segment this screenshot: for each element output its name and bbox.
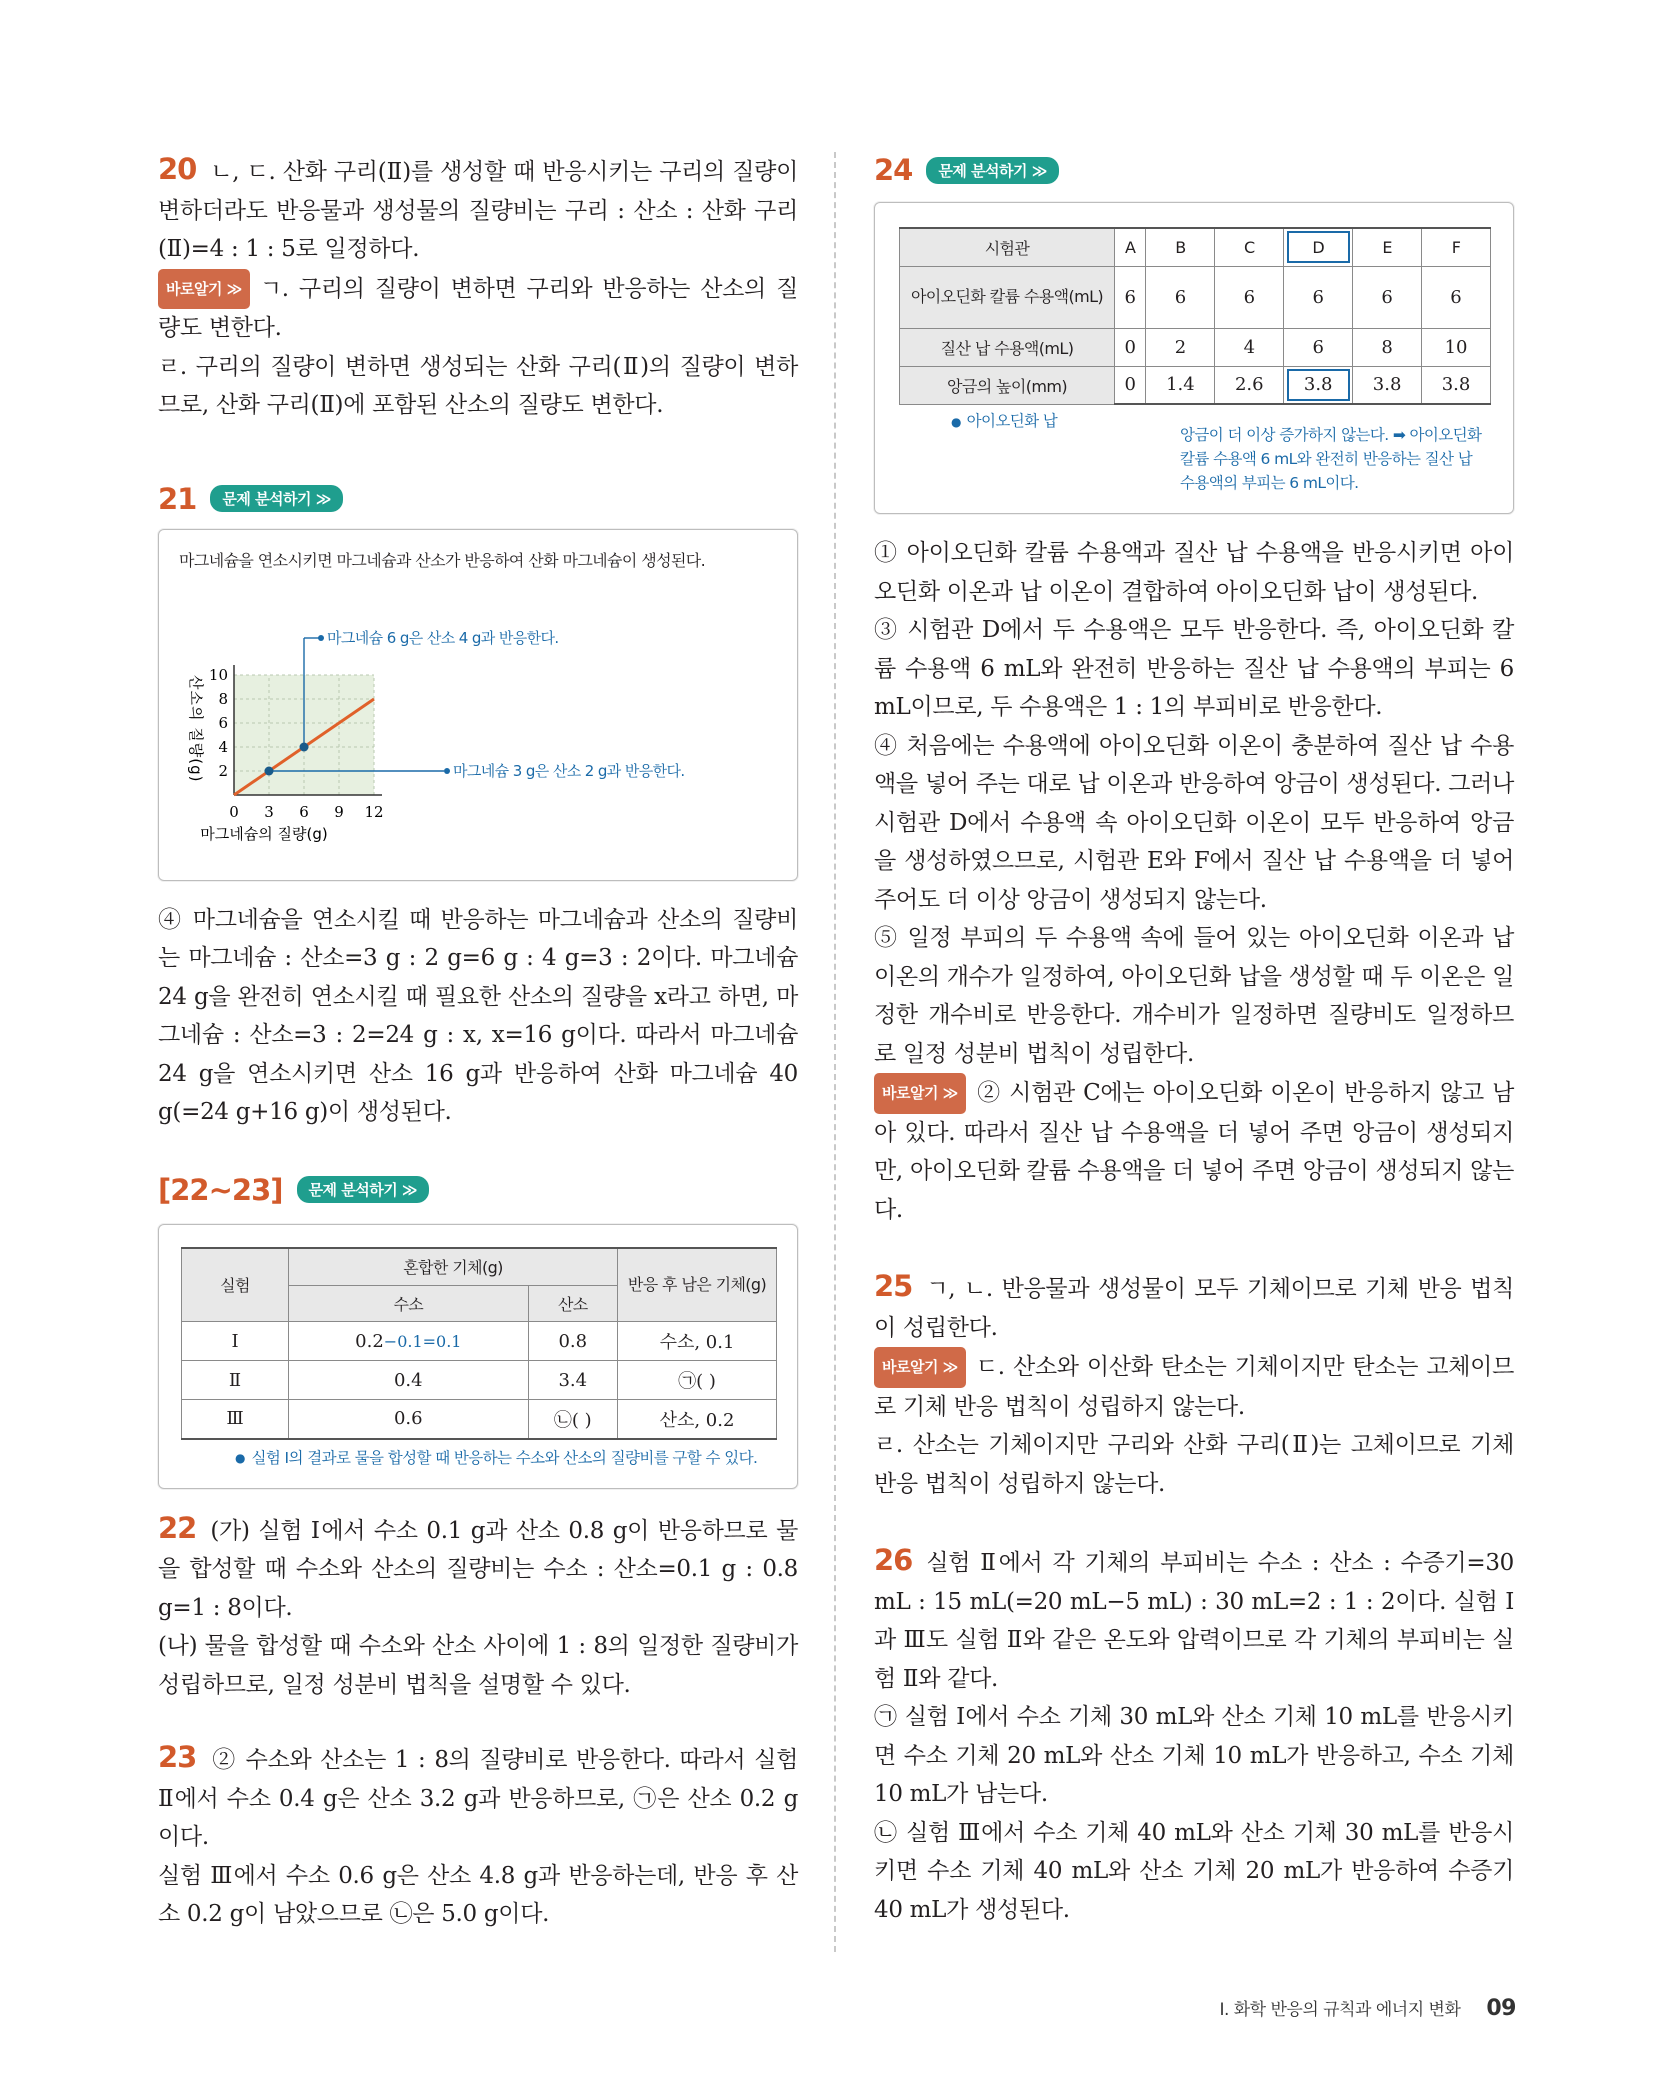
- x-tick-label: 12: [364, 802, 384, 821]
- x-axis-label: 마그네슘의 질량(g): [200, 824, 328, 843]
- chapter-title: Ⅰ. 화학 반응의 규칙과 에너지 변화: [1219, 2000, 1461, 2020]
- table-cell: 8: [1353, 328, 1422, 366]
- answer-text: ㄹ. 구리의 질량이 변하면 생성되는 산화 구리(Ⅱ)의 질량이 변하므로, 산화 구리(Ⅱ)에 포함된 산소의 질량도 변한다.: [158, 353, 798, 418]
- answer-25: [874, 1267, 1514, 1503]
- header-hydrogen: 수소: [289, 1286, 529, 1322]
- table-cell: 3.8: [1422, 366, 1491, 404]
- table-cell: 2: [1146, 328, 1215, 366]
- problem-analysis-badge: 문제 분석하기 ≫: [297, 1176, 430, 1203]
- data-point: [300, 742, 309, 751]
- answer-text: ㄱ. 구리의 질량이 변하면 구리와 반응하는 산소의 질량도 변한다.: [158, 275, 798, 341]
- cell-remaining: 수소, 0.1: [618, 1322, 777, 1361]
- row-label: 질산 납 수용액(mL): [900, 328, 1115, 366]
- problem-analysis-badge: 문제 분석하기 ≫: [210, 485, 343, 512]
- answer-24: [874, 150, 1514, 1229]
- answer-text: ② 시험관 C에는 아이오딘화 이온이 반응하지 않고 남아 있다. 따라서 질산 납 수용액을 더 넣어 주면 앙금이 생성되지만, 아이오딘화 칼륨 수용액을 더 넣어 주면 앙금이 생성되지 않는다.: [874, 1080, 1514, 1223]
- cell-hydrogen: 0.2−0.1=0.1: [289, 1322, 529, 1361]
- leader-dot: [318, 635, 324, 641]
- mg-oxygen-chart: [159, 620, 759, 850]
- table-cell: 6: [1146, 266, 1215, 328]
- answer-text: ② 수소와 산소는 1 : 8의 질량비로 반응한다. 따라서 실험 Ⅱ에서 수소 0.4 g은 산소 3.2 g과 반응하므로, ㉠은 산소 0.2 g이다.: [158, 1747, 798, 1850]
- table-row: [182, 1400, 777, 1439]
- table-cell: 6: [1422, 266, 1491, 328]
- pbi2-annotation: [899, 409, 1154, 495]
- right-column: [874, 150, 1514, 1929]
- answer-text: ⑤ 일정 부피의 두 수용액 속에 들어 있는 아이오딘화 이온과 납 이온의 개수가 일정하여, 아이오딘화 납을 생성할 때 두 이온은 일정한 개수비로 반응한다. 개수비가 일정하면 질량비도 일정하므로 일정 성분비 법칙이 성립한다.: [874, 925, 1514, 1067]
- question-number: 22: [158, 1510, 197, 1545]
- x-tick-label: 0: [229, 802, 239, 821]
- cell-hydrogen: 0.4: [289, 1361, 529, 1400]
- question-number: 21: [158, 481, 197, 516]
- table-cell: 3.8: [1353, 366, 1422, 404]
- table-cell: 2.6: [1215, 366, 1284, 404]
- table-cell: 6: [1284, 328, 1353, 366]
- problem-analysis-badge: 문제 분석하기 ≫: [926, 157, 1059, 184]
- cell-remaining: 산소, 0.2: [618, 1400, 777, 1439]
- y-tick-label: 10: [208, 665, 228, 684]
- table-row: [182, 1322, 777, 1361]
- answer-20: [158, 150, 798, 425]
- table-cell: 0: [1115, 366, 1146, 404]
- table-annotation: 실험 Ⅰ의 결과로 물을 합성할 때 반응하는 수소와 산소의 질량비를 구할 수 있다.: [251, 1448, 758, 1467]
- analysis-caption: 마그네슘을 연소시키면 마그네슘과 산소가 반응하여 산화 마그네슘이 생성된다.: [179, 550, 706, 570]
- left-column: [158, 150, 798, 1934]
- y-tick-label: 2: [218, 761, 228, 780]
- header-cell: A: [1115, 228, 1146, 266]
- cell-remaining: ㉠( ): [618, 1361, 777, 1400]
- header-cell: C: [1215, 228, 1284, 266]
- cell-hydrogen: 0.6: [289, 1400, 529, 1439]
- leader-dot: [444, 768, 450, 774]
- answer-text: ④ 처음에는 수용액에 아이오딘화 이온이 충분하여 질산 납 수용액을 넣어 주는 대로 납 이온과 반응하여 앙금이 생성된다. 그러나 시험관 D에서 수용액 속 아이오딘화 이온이 모두 반응하여 앙금을 생성하였으므로, 시험관 E와 F에서 질산 납 수용액을 더 넣어 주어도 더 이상 앙금이 생성되지 않는다.: [874, 732, 1514, 913]
- header-oxygen: 산소: [528, 1286, 617, 1322]
- y-tick-label: 6: [218, 713, 228, 732]
- row-label: 아이오딘화 칼륨 수용액(mL): [900, 266, 1115, 328]
- table-cell: 3.8: [1284, 366, 1353, 404]
- y-tick-label: 4: [218, 737, 228, 756]
- header-cell: 시험관: [900, 228, 1115, 266]
- answer-text: (나) 물을 합성할 때 수소와 산소 사이에 1 : 8의 일정한 질량비가 성립하므로, 일정 성분비 법칙을 설명할 수 있다.: [158, 1633, 798, 1698]
- quick-check-badge: 바로알기 ≫: [874, 1073, 966, 1114]
- table-row: [182, 1361, 777, 1400]
- header-cell: E: [1353, 228, 1422, 266]
- question-number: 25: [874, 1269, 913, 1303]
- x-tick-label: 6: [299, 802, 309, 821]
- table-row: [900, 366, 1491, 404]
- hydrogen-note: −0.1=0.1: [383, 1331, 462, 1351]
- answer-text: ① 아이오딘화 칼륨 수용액과 질산 납 수용액을 반응시키면 아이오딘화 이온과 납 이온이 결합하여 아이오딘화 납이 생성된다.: [874, 540, 1514, 605]
- table-cell: 6: [1284, 266, 1353, 328]
- cell-exp: Ⅰ: [182, 1322, 289, 1361]
- annotation-mid: 마그네슘 3 g은 산소 2 g과 반응한다.: [453, 761, 685, 780]
- cell-exp: Ⅱ: [182, 1361, 289, 1400]
- analysis-box: [158, 529, 798, 881]
- table-row: [900, 266, 1491, 328]
- answer-text: ④ 마그네슘을 연소시킬 때 반응하는 마그네슘과 산소의 질량비는 마그네슘 : 산소=3 g : 2 g=6 g : 4 g=3 : 2이다. 마그네슘 24 g을 완전히 연소시킬 때 필요한 산소의 질량을 x라고 하면, 마그네슘 : 산소=3 : 2=24 g : x, x=16 g이다. 따라서 마그네슘 24 g을 연소시키면 산소 16 g과 반응하여 산화 마그네슘 40 g(=24 g+16 g)이 생성된다.: [158, 906, 798, 1125]
- table-cell: 6: [1215, 266, 1284, 328]
- answer-text: (가) 실험 Ⅰ에서 수소 0.1 g과 산소 0.8 g이 반응하므로 물을 합성할 때 수소와 산소의 질량비는 수소 : 산소=0.1 g : 0.8 g=1 : 8이다.: [158, 1517, 798, 1621]
- table-cell: 0: [1115, 328, 1146, 366]
- cell-oxygen: 3.4: [528, 1361, 617, 1400]
- question-number: 20: [158, 152, 197, 186]
- saturation-annotation: [1154, 423, 1489, 495]
- table-cell: 4: [1215, 328, 1284, 366]
- page-number: 09: [1486, 1996, 1516, 2021]
- table-cell: 6: [1353, 266, 1422, 328]
- data-point: [265, 766, 274, 775]
- answer-23: [158, 1738, 798, 1934]
- header-cell: F: [1422, 228, 1491, 266]
- answer-text: ㄴ, ㄷ. 산화 구리(Ⅱ)를 생성할 때 반응시키는 구리의 질량이 변하더라도 반응물과 생성물의 질량비는 구리 : 산소 : 산화 구리(Ⅱ)=4 : 1 : 5로 일정하다.: [158, 159, 798, 262]
- analysis-box: [874, 202, 1514, 514]
- table-header-row: [900, 228, 1491, 266]
- row-label: 앙금의 높이(mm): [900, 366, 1115, 404]
- header-mixed-gas: 혼합한 기체(g): [289, 1248, 618, 1286]
- analysis-22-23: [158, 1170, 798, 1489]
- gas-experiment-table: [181, 1247, 777, 1440]
- header-remaining-gas: 반응 후 남은 기체(g): [618, 1248, 777, 1322]
- answer-21: [158, 479, 798, 1132]
- cell-oxygen: ㉡( ): [528, 1400, 617, 1439]
- answer-26: [874, 1541, 1514, 1929]
- answer-text: ③ 시험관 D에서 두 수용액은 모두 반응한다. 즉, 아이오딘화 칼륨 수용액 6 mL와 완전히 반응하는 질산 납 수용액의 부피는 6 mL이므로, 두 수용액은 1 : 1의 부피비로 반응한다.: [874, 617, 1514, 720]
- quick-check-badge: 바로알기 ≫: [158, 269, 250, 310]
- answer-text: ㄷ. 산소와 이산화 탄소는 기체이지만 탄소는 고체이므로 기체 반응 법칙이 성립하지 않는다.: [874, 1354, 1514, 1420]
- annotation-text: 아이오딘화 납: [966, 412, 1058, 430]
- header-cell: D: [1284, 228, 1353, 266]
- answer-text: ㉡ 실험 Ⅲ에서 수소 기체 40 mL와 산소 기체 30 mL를 반응시키면 수소 기체 40 mL와 산소 기체 20 mL가 반응하여 수증기 40 mL가 생성된다.: [874, 1819, 1514, 1923]
- bullet-dot-icon: ●: [951, 415, 962, 429]
- question-number: 23: [158, 1740, 197, 1774]
- precipitate-table: [899, 227, 1491, 405]
- quick-check-badge: 바로알기 ≫: [874, 1347, 966, 1388]
- annotation-top: 마그네슘 6 g은 산소 4 g과 반응한다.: [327, 628, 559, 647]
- x-tick-label: 9: [334, 802, 344, 821]
- cell-exp: Ⅲ: [182, 1400, 289, 1439]
- table-row: [900, 328, 1491, 366]
- column-divider: [834, 152, 836, 1952]
- bullet-dot-icon: ●: [235, 1450, 246, 1465]
- header-cell: B: [1146, 228, 1215, 266]
- answer-text: ㄹ. 산소는 기체이지만 구리와 산화 구리(Ⅱ)는 고체이므로 기체 반응 법칙이 성립하지 않는다.: [874, 1432, 1514, 1497]
- question-range: [22~23]: [158, 1172, 283, 1207]
- answer-text: ㄱ, ㄴ. 반응물과 생성물이 모두 기체이므로 기체 반응 법칙이 성립한다.: [874, 1276, 1514, 1341]
- annotation-text: 앙금이 더 이상 증가하지 않는다. ➡ 아이오딘화 칼륨 수용액 6 mL와 완전히 반응하는 질산 납 수용액의 부피는 6 mL이다.: [1180, 426, 1482, 492]
- cell-oxygen: 0.8: [528, 1322, 617, 1361]
- question-number: 26: [874, 1543, 913, 1577]
- table-cell: 10: [1422, 328, 1491, 366]
- answer-text: ㉠ 실험 Ⅰ에서 수소 기체 30 mL와 산소 기체 10 mL를 반응시키면 수소 기체 20 mL와 산소 기체 10 mL가 반응하고, 수소 기체 10 mL가 남는다.: [874, 1704, 1514, 1807]
- table-cell: 6: [1115, 266, 1146, 328]
- y-axis-label: 산소의 질량(g): [187, 674, 205, 782]
- answer-text: 실험 Ⅱ에서 각 기체의 부피비는 수소 : 산소 : 수증기=30 mL : 15 mL(=20 mL−5 mL) : 30 mL=2 : 1 : 2이다. 실험 Ⅰ과 Ⅲ도 실험 Ⅱ와 같은 온도와 압력이므로 각 기체의 부피비는 실험 Ⅱ와 같다.: [874, 1550, 1514, 1692]
- y-tick-label: 8: [218, 689, 228, 708]
- answer-text: 실험 Ⅲ에서 수소 0.6 g은 산소 4.8 g과 반응하는데, 반응 후 산소 0.2 g이 남았으므로 ㉡은 5.0 g이다.: [158, 1862, 798, 1927]
- answer-22: [158, 1509, 798, 1705]
- page-footer: [1219, 1995, 1516, 2021]
- question-number: 24: [874, 153, 913, 187]
- analysis-box: [158, 1224, 798, 1489]
- x-tick-label: 3: [264, 802, 274, 821]
- header-experiment: 실험: [182, 1248, 289, 1322]
- table-cell: 1.4: [1146, 366, 1215, 404]
